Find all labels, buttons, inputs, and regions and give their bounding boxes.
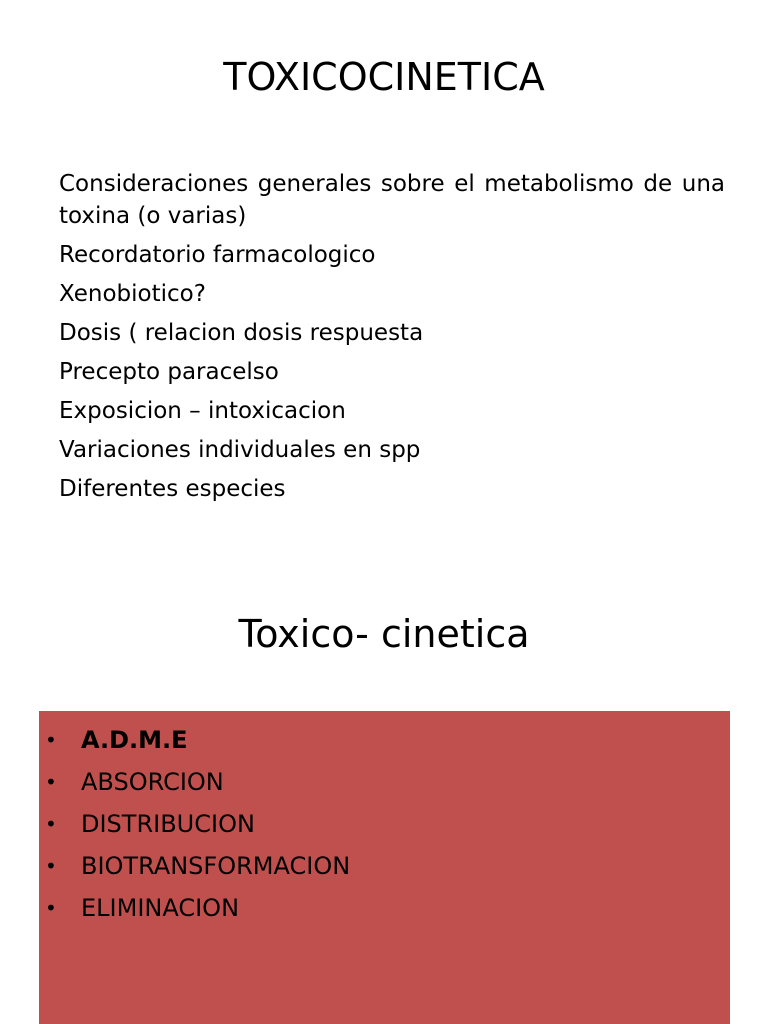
adme-content-box (39, 711, 730, 1024)
list-item: Diferentes especies (59, 476, 286, 502)
bullet-icon: • (45, 770, 57, 794)
slide-toxico-cinetica (0, 560, 768, 1024)
list-item-biotransformacion (45, 845, 350, 887)
list-item-label: ABSORCION (81, 768, 224, 796)
slide-title: TOXICOCINETICA (223, 55, 545, 99)
list-item: Consideraciones generales sobre el metabolismo de una toxina (o varias) (59, 171, 725, 229)
topics-list (59, 168, 725, 512)
list-item: Xenobiotico? (59, 281, 206, 307)
list-item: Exposicion – intoxicacion (59, 398, 346, 424)
slide-title: Toxico- cinetica (238, 612, 530, 656)
list-item: Precepto paracelso (59, 359, 279, 385)
list-item: Recordatorio farmacologico (59, 242, 376, 268)
bullet-icon: • (45, 728, 57, 752)
bullet-icon: • (45, 812, 57, 836)
list-item-label: A.D.M.E (81, 726, 188, 754)
list-item-distribucion (45, 803, 350, 845)
list-item-adme (45, 719, 350, 761)
list-item: Dosis ( relacion dosis respuesta (59, 320, 424, 346)
list-item-label: DISTRIBUCION (81, 810, 255, 838)
list-item-label: ELIMINACION (81, 894, 240, 922)
bullet-icon: • (45, 896, 57, 920)
bullet-icon: • (45, 854, 57, 878)
list-item-absorcion (45, 761, 350, 803)
list-item-eliminacion (45, 887, 350, 929)
adme-list (39, 719, 350, 929)
list-item-label: BIOTRANSFORMACION (81, 852, 351, 880)
list-item: Variaciones individuales en spp (59, 437, 421, 463)
